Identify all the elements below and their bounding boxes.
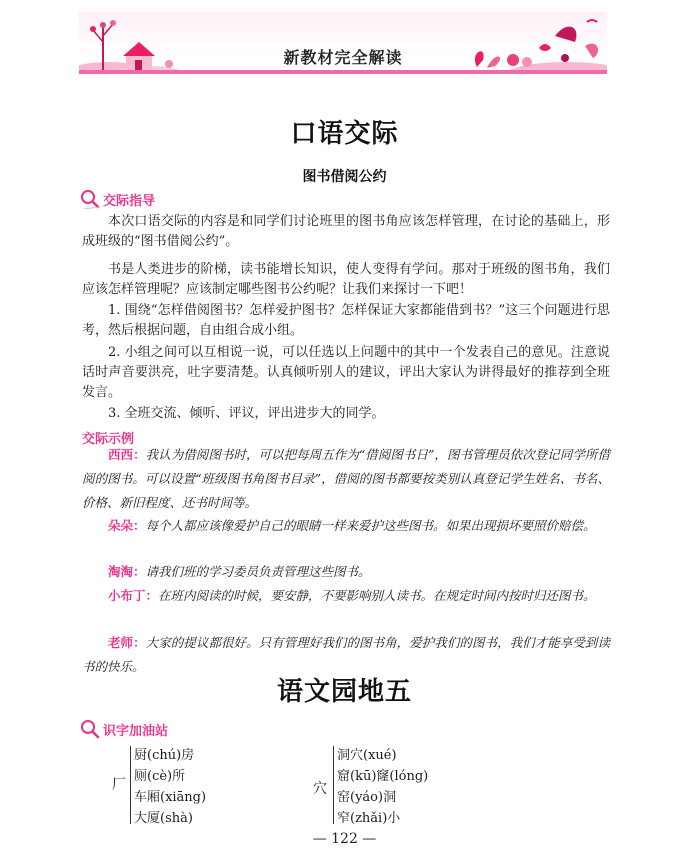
dialogue-line: 小布丁：在班内阅读的时候，要安静，不要影响别人读书。在规定时间内按时归还图书。 <box>108 588 596 603</box>
dialogue-text: 在班内阅读的时候，要安静，不要影响别人读书。在规定时间内按时归还图书。 <box>158 588 596 603</box>
dialogue-line: 淘淘：请我们班的学习委员负责管理这些图书。 <box>108 564 371 579</box>
word-item: 厕(cè)所 <box>134 769 186 784</box>
speaker-name: 小布丁 <box>108 588 146 603</box>
paragraph: 书是人类进步的阶梯，读书能增长知识，使人变得有学问。那对于班级的图书角，我们应该怎样管理呢？应该制定哪些图书公约呢？让我们来探讨一下吧！ <box>82 262 610 297</box>
paragraph: 2. 小组之间可以互相说一说，可以任选以上问题中的其中一个发表自己的意见。注意说话时声音要洪亮，吐字要清楚。认真倾听别人的建议，评出大家认为讲得最好的推荐到全班发言。 <box>82 345 610 400</box>
series-title: 新教材完全解读 <box>283 48 403 67</box>
radical: 厂 <box>112 777 126 793</box>
section-title-oral: 口语交际 <box>290 119 399 149</box>
dialogue-line: 西西：我认为借阅图书时，可以把每周五作为“借阅图书日”，图书管理员依次登记同学所借阅的图书。可以设置“班级图书角图书目录”，借阅的图书都要按类别认真登记学生姓名、书名、价格、新旧程度、还书时间等。 <box>82 447 610 510</box>
word-item: 窑(yáo)洞 <box>337 790 397 805</box>
header-banner <box>79 12 607 74</box>
group-bracket <box>130 746 131 824</box>
paragraph: 本次口语交际的内容是和同学们讨论班里的图书角应该怎样管理，在讨论的基础上，形成班级的“图书借阅公约”。 <box>82 214 610 249</box>
literacy-heading-label: 识字加油站 <box>103 724 169 739</box>
speaker-name: 淘淘 <box>108 564 134 579</box>
radical-group-chang <box>112 744 312 830</box>
speaker-name: 西西 <box>108 447 134 462</box>
example-heading: 交际示例 <box>82 432 135 447</box>
banner-underline <box>79 70 607 74</box>
magnifier-icon <box>80 189 100 209</box>
word-item: 大厦(shà) <box>134 811 193 826</box>
paragraph: 1. 围绕“怎样借阅图书？怎样爱护图书？怎样保证大家都能借到书？”这三个问题进行思考，然后根据问题，自由组合成小组。 <box>82 303 610 338</box>
word-item: 洞穴(xué) <box>337 748 397 763</box>
radical: 穴 <box>313 781 327 797</box>
section-title-garden: 语文园地五 <box>276 677 412 707</box>
dialogue-line: 朵朵：每个人都应该像爱护自己的眼睛一样来爱护这些图书。如果出现损坏要照价赔偿。 <box>108 518 596 533</box>
page-number: — 122 — <box>312 831 377 847</box>
dialogue-text: 请我们班的学习委员负责管理这些图书。 <box>145 564 371 579</box>
dialogue-text: 我认为借阅图书时，可以把每周五作为“借阅图书日”，图书管理员依次登记同学所借阅的图书。可以设置“班级图书角图书目录”，借阅的图书都要按类别认真登记学生姓名、书名、价格、新旧程度、还书时间等。 <box>82 447 610 510</box>
guide-heading <box>80 187 155 209</box>
speaker-name: 老师 <box>108 635 134 650</box>
word-item: 窟(kū)窿(lóng) <box>337 769 429 784</box>
section-subtitle: 图书借阅公约 <box>302 169 387 185</box>
speaker-name: 朵朵 <box>108 518 134 533</box>
word-item: 窄(zhǎi)小 <box>337 811 401 826</box>
dialogue-line: 老师：大家的提议都很好。只有管理好我们的图书角，爱护我们的图书，我们才能享受到读书的快乐。 <box>82 635 610 674</box>
paragraph: 3. 全班交流、倾听、评议，评出进步大的同学。 <box>108 406 385 421</box>
dialogue-text: 大家的提议都很好。只有管理好我们的图书角，爱护我们的图书，我们才能享受到读书的快乐。 <box>82 635 610 674</box>
guide-heading-label: 交际指导 <box>103 194 156 209</box>
dialogue-text: 每个人都应该像爱护自己的眼睛一样来爱护这些图书。如果出现损坏要照价赔偿。 <box>145 518 596 533</box>
word-item: 厨(chú)房 <box>134 748 195 763</box>
literacy-heading <box>80 717 168 739</box>
magnifier-icon <box>80 719 100 739</box>
word-item: 车厢(xiāng) <box>134 790 207 805</box>
radical-group-xue <box>313 744 513 830</box>
group-bracket <box>333 746 334 824</box>
